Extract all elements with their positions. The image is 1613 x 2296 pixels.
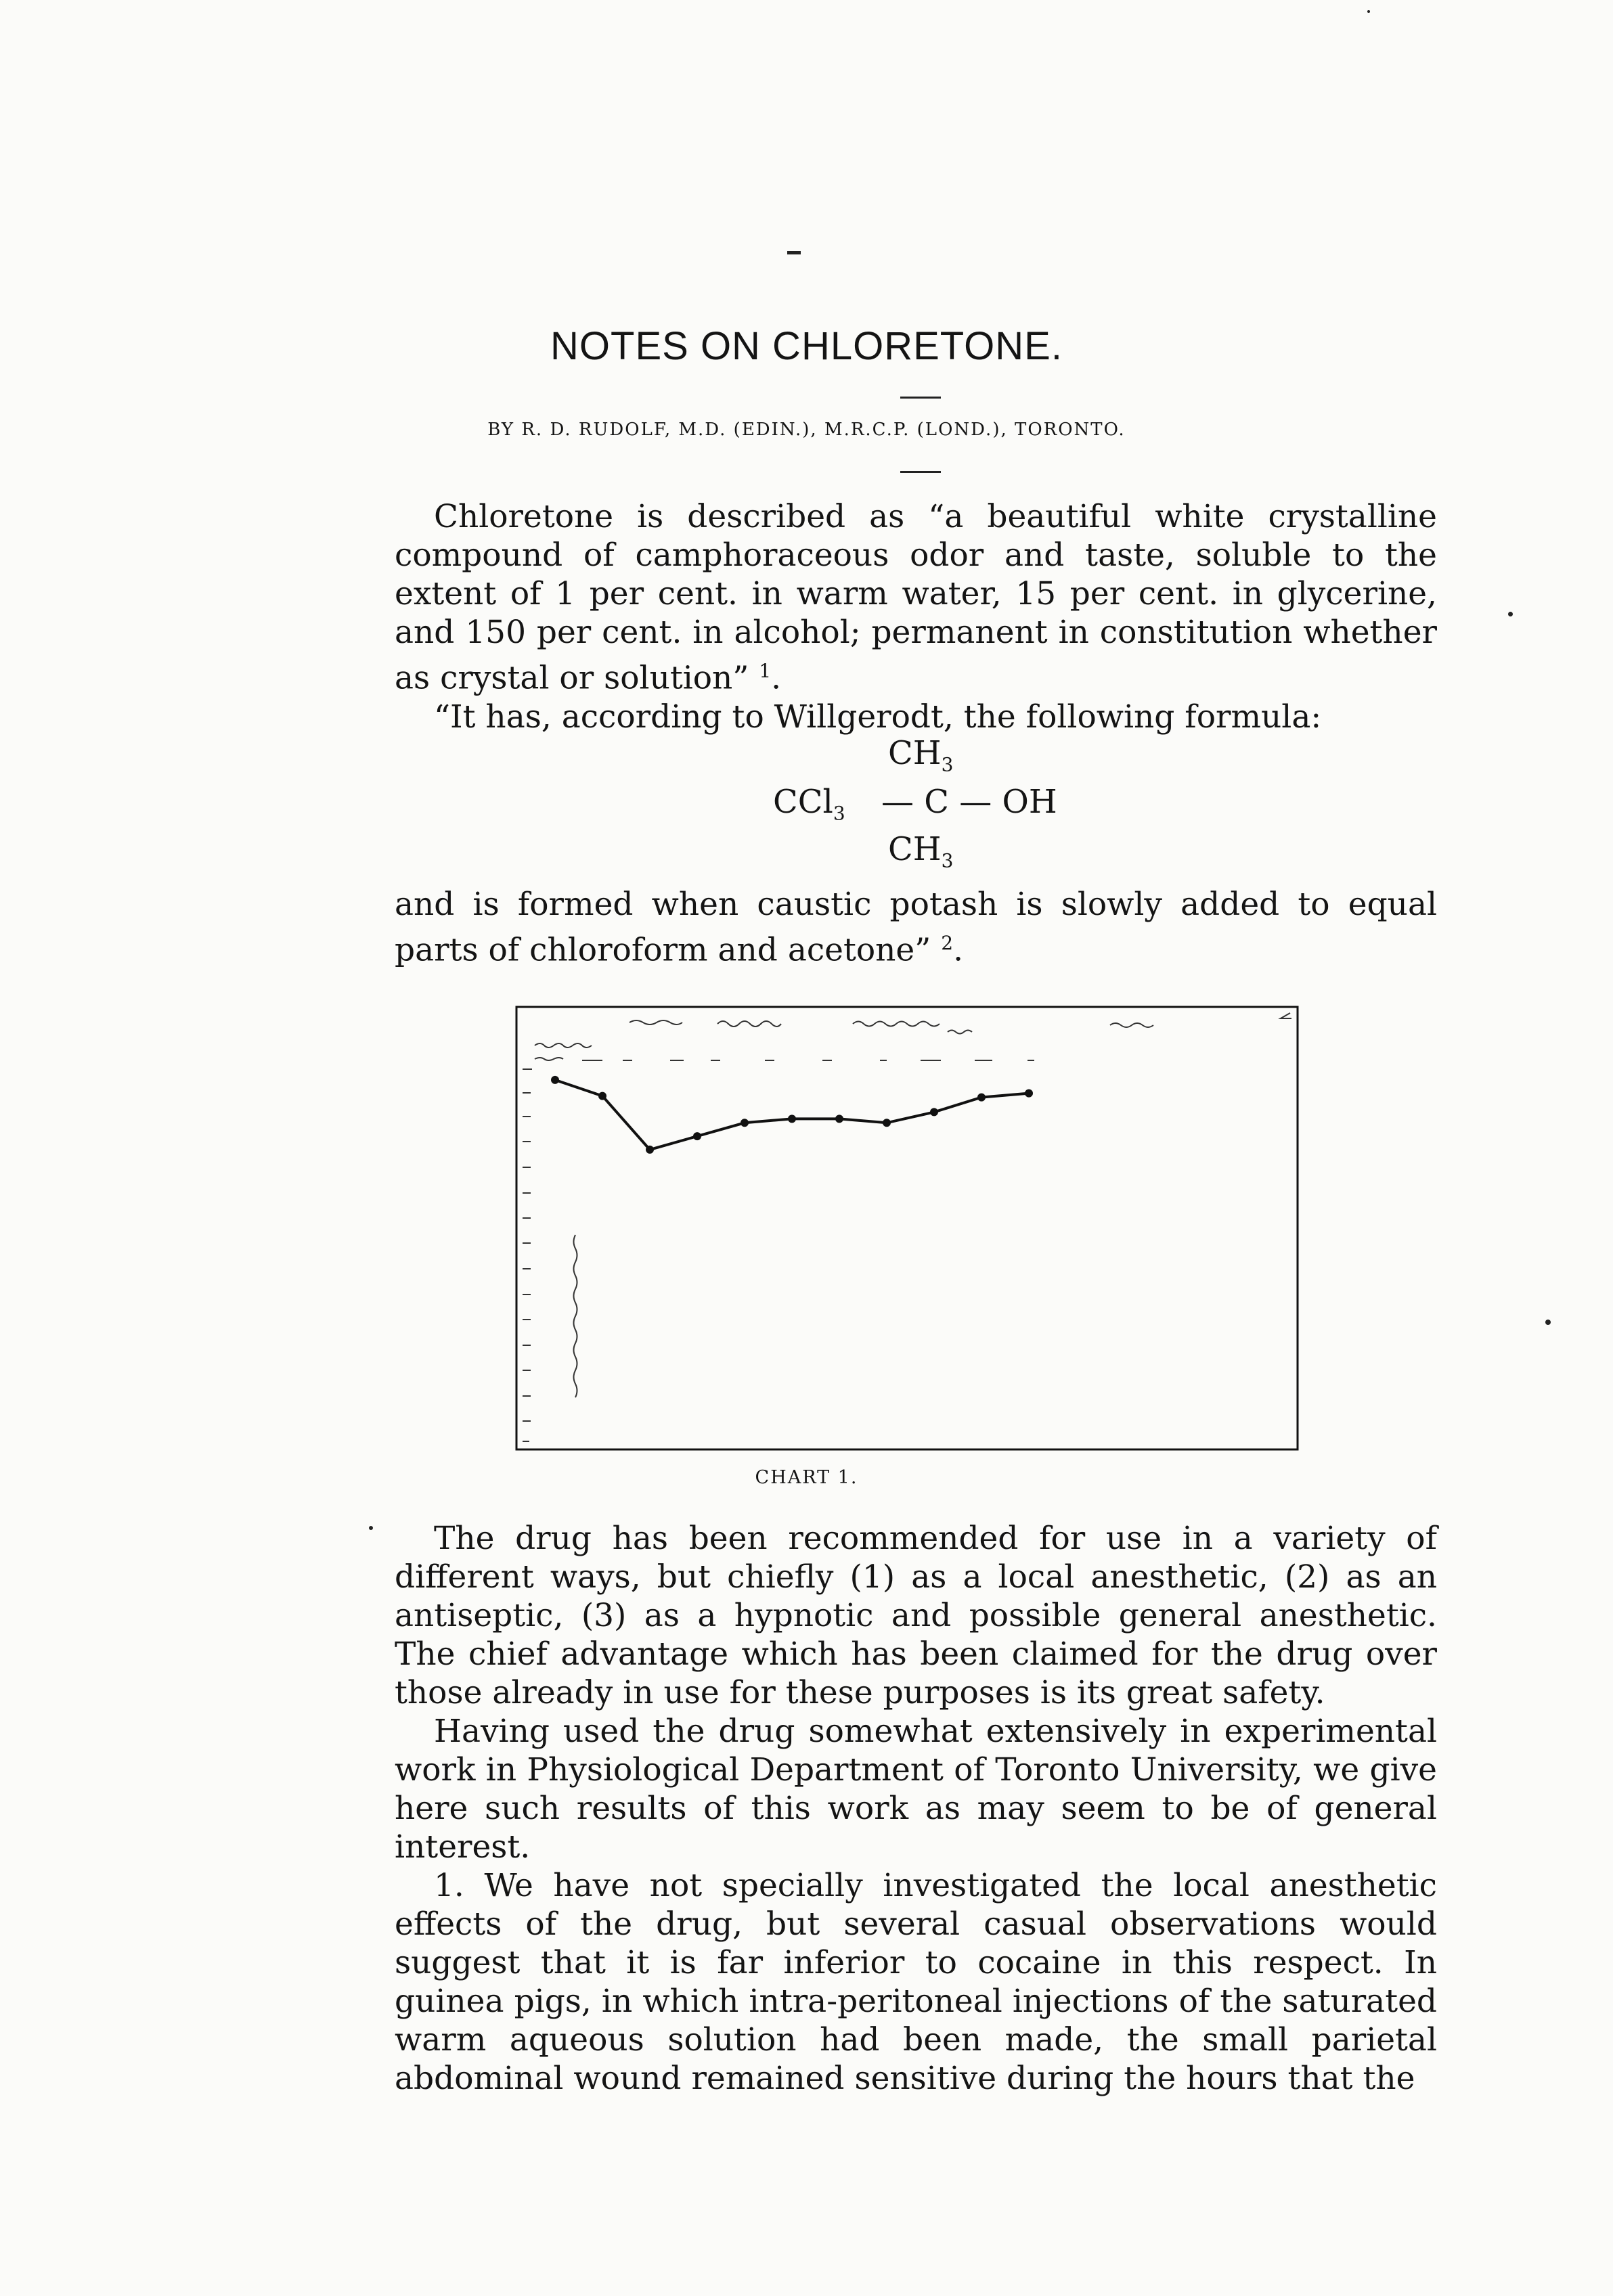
chart-points <box>551 1076 1033 1154</box>
chart-point-3 <box>646 1146 654 1154</box>
chemical-formula <box>738 734 1144 876</box>
after-formula-text <box>395 885 1437 970</box>
chart-point-7 <box>835 1115 843 1123</box>
paragraph-3: The drug has been recommended for use in a variety of different ways, but chiefly (1) as a local anesthetic, (2) as an antiseptic, (3) as a hypnotic and possible general anesthetic. The chief advantage which has been claimed for the drug over those already in use for these purposes is its great safety. <box>395 1520 1437 1711</box>
chart-frame <box>516 1007 1298 1449</box>
body-text <box>395 1519 1437 2098</box>
paragraph-1: Chloretone is described as “a beautiful white crystalline compound of camphoraceous odor and taste, soluble to the extent of 1 per cent. in warm water, 15 per cent. in glycerine, and 150 per cent. in alcohol; permanent in constitution whether as crystal or solution” $^1$. <box>395 498 1437 697</box>
chart-point-5 <box>741 1119 749 1127</box>
chart-caption: CHART 1. <box>755 1467 858 1488</box>
footnote-ref-2: 2 <box>941 932 954 954</box>
intro-text <box>395 497 1437 736</box>
byline: BY R. D. RUDOLF, M.D. (EDIN.), M.R.C.P. (LOND.), TORONTO. <box>487 420 1126 440</box>
scan-speck <box>1367 10 1370 13</box>
chart-point-6 <box>788 1115 796 1123</box>
paragraph-5: 1. We have not specially investigated the local anesthetic effects of the drug, but several casual observations would suggest that it is far inferior to cocaine in this respect. In guinea pigs, in which intra-peritoneal injections of the saturated warm aqueous solution had been made, the small parietal abdominal wound remained sensitive during the hours that the <box>395 1867 1437 2097</box>
chart-point-10 <box>977 1094 986 1102</box>
chart-point-9 <box>930 1108 938 1116</box>
chart-1 <box>514 1005 1300 1451</box>
formula-middle: — C — OH <box>881 783 1057 821</box>
scan-speck <box>1508 612 1513 616</box>
footnote-ref-1: 1 <box>759 660 772 682</box>
formula-bottom: $CH_3$ <box>888 830 954 872</box>
chart-point-1 <box>551 1076 559 1084</box>
byline-rule <box>900 471 941 473</box>
scan-speck <box>1545 1320 1551 1325</box>
paragraph-formula-tail: and is formed when caustic potash is slowly added to equal parts of chloroform and acetone” $^2$. <box>395 886 1437 969</box>
top-dash-mark <box>787 251 801 254</box>
formula-left: CCl$_3$ <box>773 783 845 825</box>
title-rule <box>900 397 941 399</box>
chart-point-8 <box>883 1119 891 1127</box>
paragraph-4: Having used the drug somewhat extensively in experimental work in Physiological Department of Toronto University, we give here such results of this work as may seem to be of general interest. <box>395 1713 1437 1866</box>
paragraph-2: “It has, according to Willgerodt, the following formula: <box>434 698 1322 736</box>
chart-point-4 <box>693 1132 701 1140</box>
formula-top: $CH_3$ <box>888 734 954 776</box>
chart-point-2 <box>598 1092 606 1100</box>
chart-point-11 <box>1025 1089 1033 1098</box>
article-title: NOTES ON CHLORETONE. <box>550 324 1063 368</box>
handwritten-scrawl <box>523 1013 1291 1441</box>
scan-speck <box>369 1526 373 1530</box>
